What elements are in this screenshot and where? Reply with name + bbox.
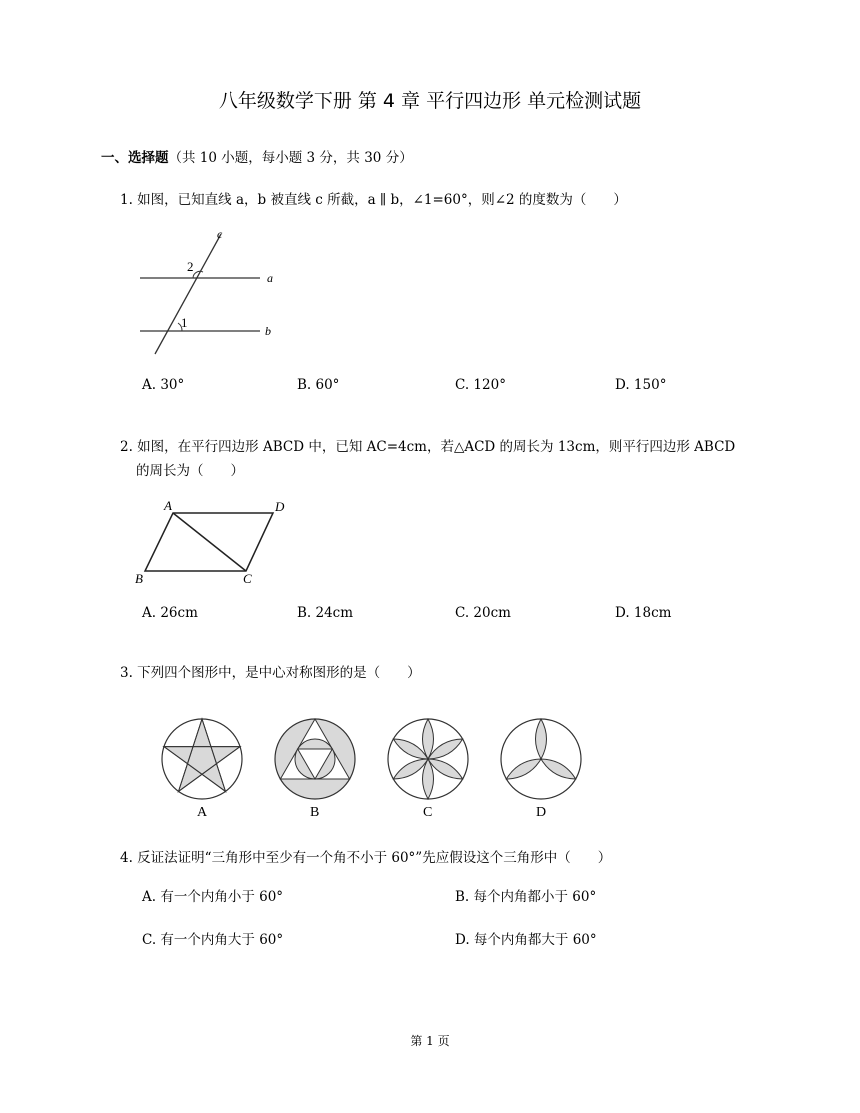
label-angle-1: 1 bbox=[181, 315, 188, 330]
question-2-text-line1: 2. 如图，在平行四边形 ABCD 中，已知 AC=4cm，若△ACD 的周长为 13cm，则平行四边形 ABCD bbox=[120, 439, 736, 455]
label-c: c bbox=[217, 227, 223, 241]
figure-a-label: A bbox=[197, 805, 208, 820]
page-number: 第 1 页 bbox=[410, 1034, 450, 1048]
line-c bbox=[155, 234, 221, 354]
figure-c-label: C bbox=[423, 805, 433, 820]
q1-option-b: B. 60° bbox=[297, 377, 340, 393]
label-A: A bbox=[164, 498, 172, 513]
q2-option-c: C. 20cm bbox=[455, 605, 511, 621]
section-heading-note: （共 10 小题，每小题 3 分，共 30 分） bbox=[168, 150, 413, 166]
figure-a-star bbox=[162, 719, 242, 799]
page-title: 八年级数学下册 第 4 章 平行四边形 单元检测试题 bbox=[218, 90, 642, 112]
q1-option-d: D. 150° bbox=[615, 377, 667, 393]
q2-option-a: A. 26cm bbox=[142, 605, 198, 621]
label-D: D bbox=[275, 499, 285, 514]
q4-option-c: C. 有一个内角大于 60° bbox=[142, 932, 284, 948]
question-4-text: 4. 反证法证明“三角形中至少有一个角不小于 60°”先应假设这个三角形中（ ） bbox=[120, 850, 612, 866]
question-3-figures bbox=[155, 712, 595, 822]
label-C: C bbox=[243, 571, 252, 586]
figure-b-triangle bbox=[275, 719, 355, 799]
q4-option-d: D. 每个内角都大于 60° bbox=[455, 932, 597, 948]
label-b: b bbox=[265, 324, 271, 338]
label-angle-2: 2 bbox=[187, 259, 194, 274]
question-1-figure bbox=[135, 228, 285, 358]
q4-option-b: B. 每个内角都小于 60° bbox=[455, 889, 597, 905]
question-1-text: 1. 如图，已知直线 a，b 被直线 c 所截，a ∥ b，∠1=60°，则∠2 的度数为（ ） bbox=[120, 192, 627, 208]
question-2-figure bbox=[130, 495, 300, 590]
section-heading bbox=[101, 146, 413, 166]
q1-option-a: A. 30° bbox=[142, 377, 185, 393]
figure-d-petals bbox=[501, 719, 581, 799]
diagonal-ac bbox=[173, 513, 246, 571]
section-heading-label: 一、选择题 bbox=[101, 150, 169, 166]
figure-d-label: D bbox=[536, 805, 547, 820]
figure-b-label: B bbox=[310, 805, 320, 820]
q1-option-c: C. 120° bbox=[455, 377, 506, 393]
label-B: B bbox=[135, 571, 143, 586]
q2-option-b: B. 24cm bbox=[297, 605, 354, 621]
question-3-text: 3. 下列四个图形中，是中心对称图形的是（ ） bbox=[120, 665, 421, 681]
q4-option-a: A. 有一个内角小于 60° bbox=[142, 889, 284, 905]
q2-option-d: D. 18cm bbox=[615, 605, 672, 621]
figure-c-petals bbox=[388, 719, 468, 799]
question-2-text-line2: 的周长为（ ） bbox=[136, 463, 244, 479]
label-a: a bbox=[267, 271, 273, 285]
